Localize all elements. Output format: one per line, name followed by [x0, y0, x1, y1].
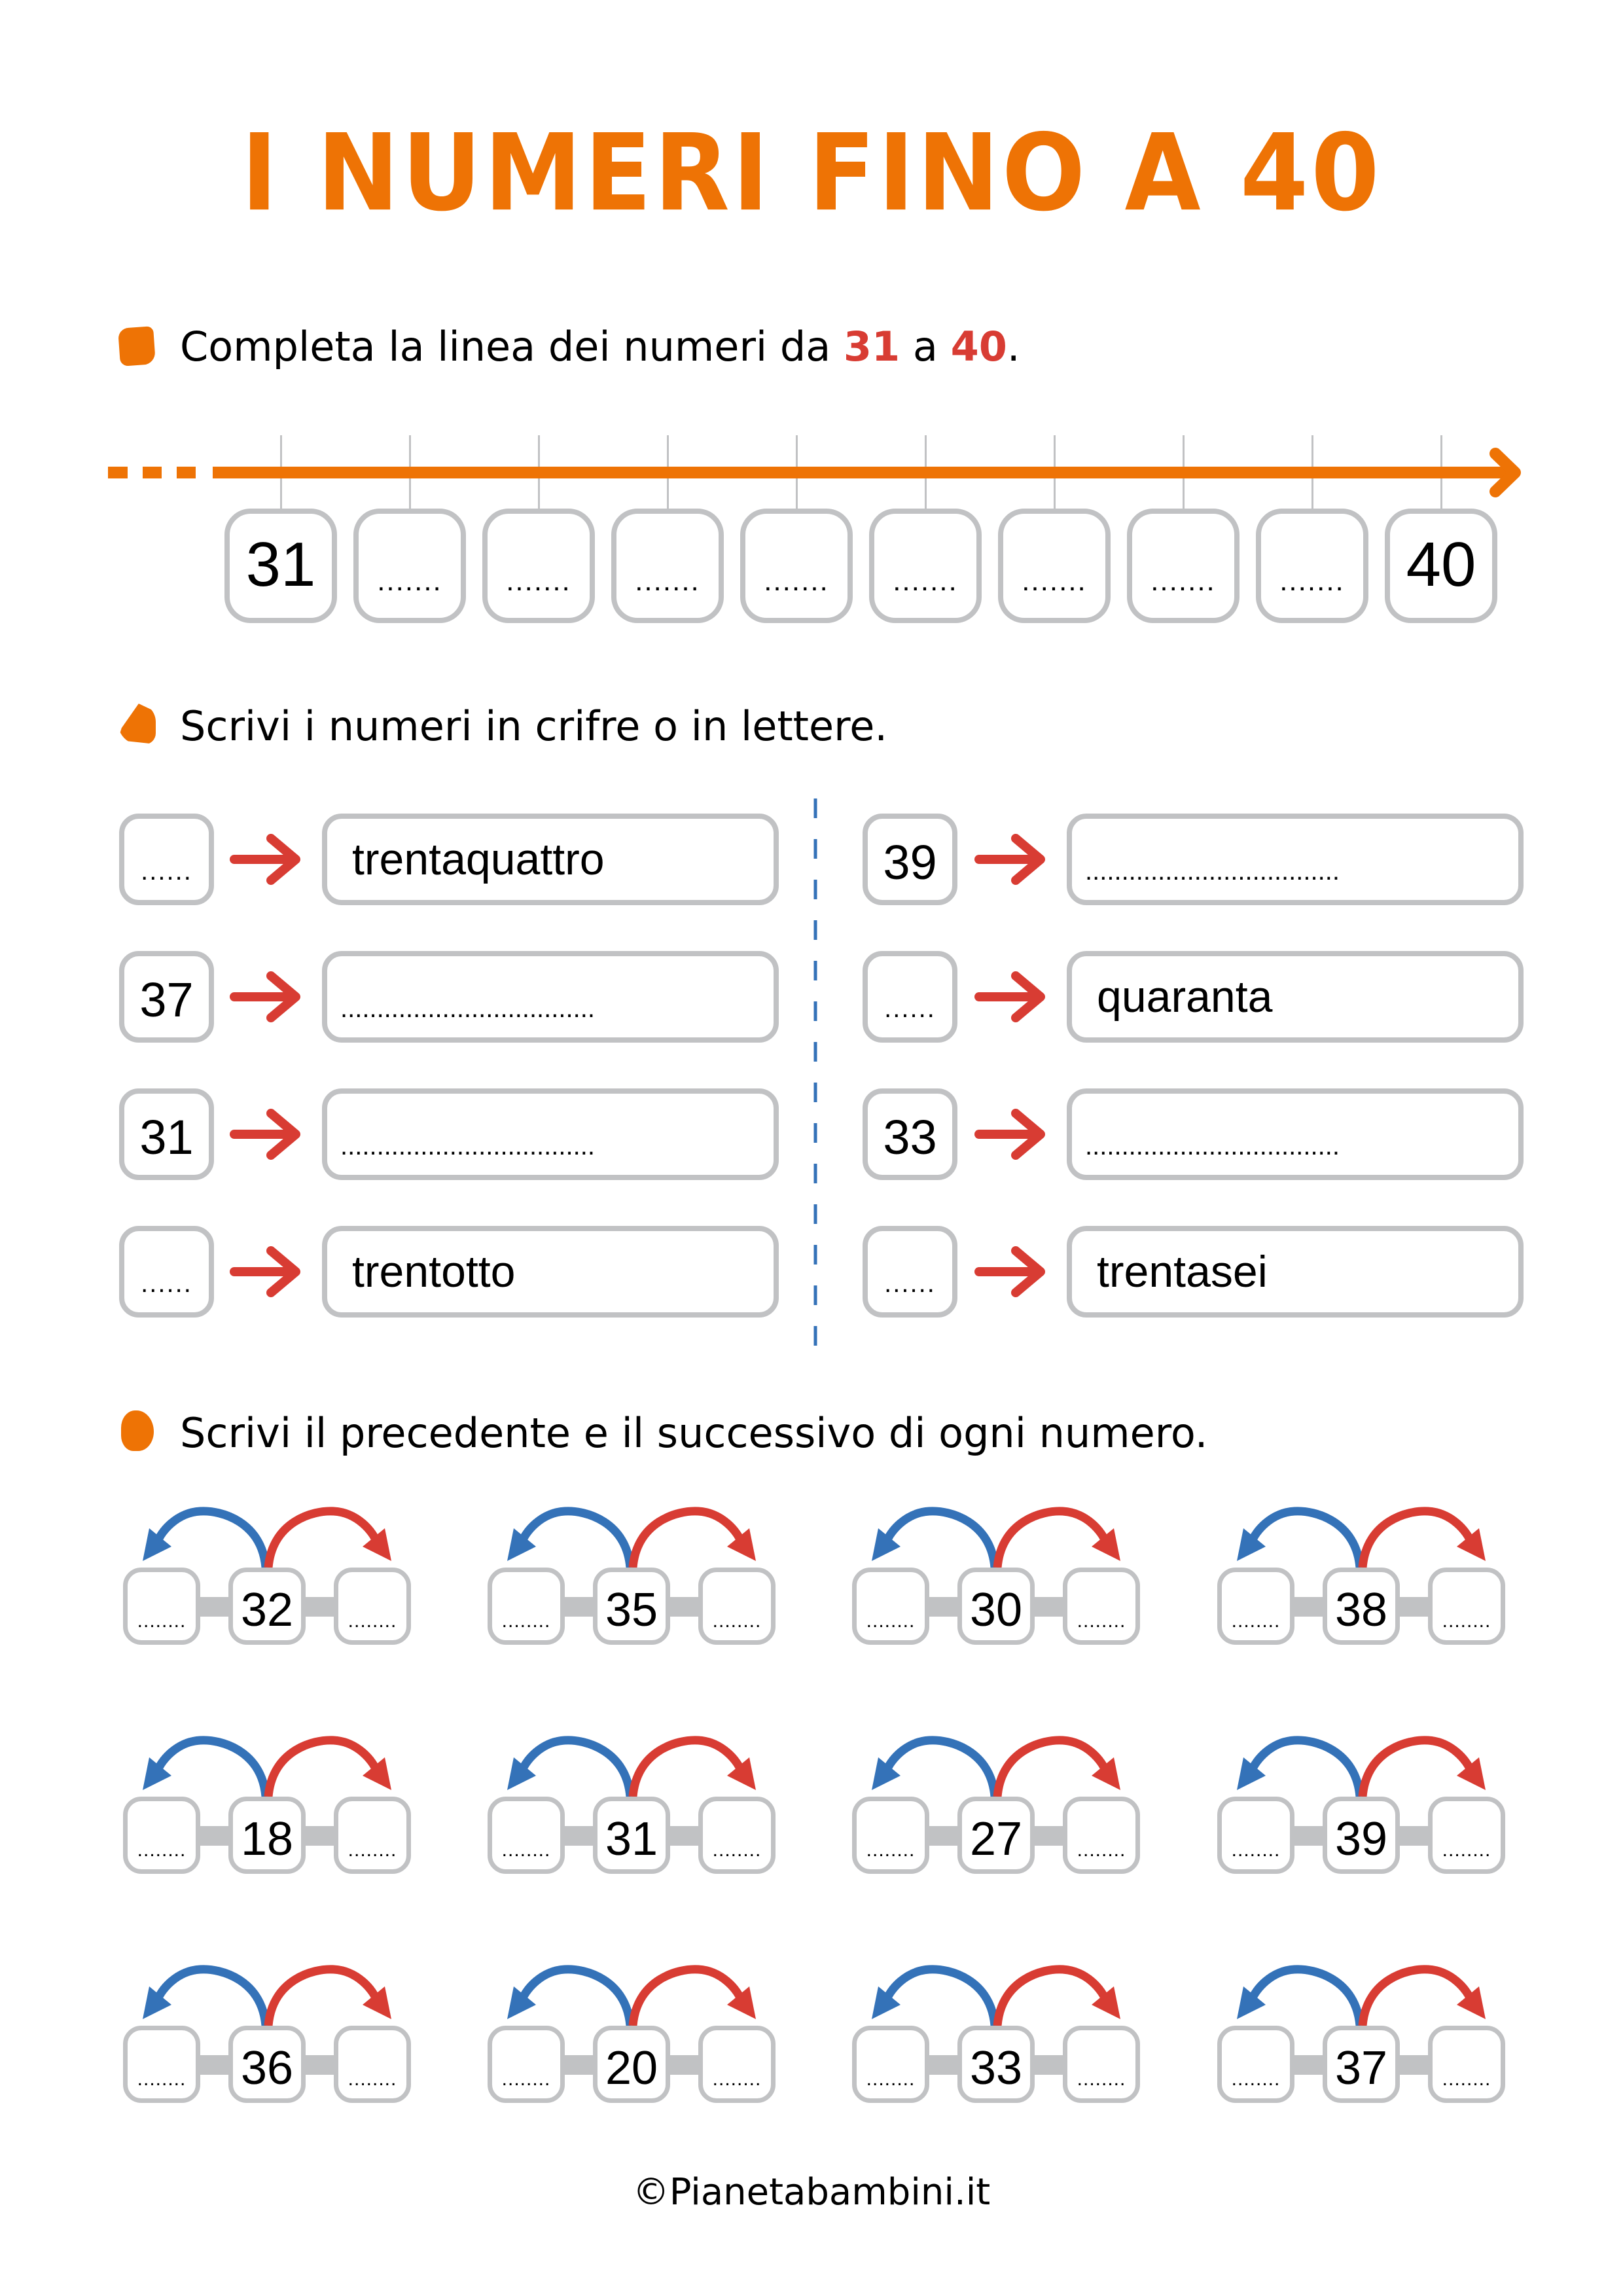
word-answer-field[interactable] [1067, 814, 1524, 905]
number-answer-field[interactable] [119, 814, 214, 905]
predecessor-field[interactable] [1217, 1568, 1294, 1645]
blank-dots: ................................... [340, 1133, 595, 1159]
jump-arrows [123, 1502, 424, 1574]
blank-dots: ................................... [1085, 1133, 1340, 1159]
blank-dots: ........ [712, 1839, 762, 1861]
blank-dots: ....... [635, 565, 700, 597]
number-text: 31 [139, 1110, 194, 1164]
predecessor-successor-group [488, 1960, 789, 2111]
number-text: 31 [245, 529, 316, 600]
arrow-right-icon [230, 1246, 302, 1298]
blank-dots: ........ [1077, 2068, 1126, 2090]
number-line-blank[interactable] [1256, 509, 1368, 623]
blank-dots: ........ [348, 2068, 397, 2090]
number-line-blank[interactable] [1127, 509, 1240, 623]
jump-arrows [852, 1960, 1153, 2032]
jump-arrows [123, 1960, 424, 2032]
arrow-right-icon [975, 971, 1047, 1023]
orange-blob-icon [121, 1410, 154, 1451]
copyright-footer: ©Pianetabambini.it [632, 2171, 991, 2214]
successor-field[interactable] [1428, 1568, 1505, 1645]
connector-bar [664, 2055, 704, 2075]
forward-arrow-icon [633, 1740, 741, 1797]
instruction-text: Completa la linea dei numeri da [180, 323, 844, 370]
blank-dots: ........ [501, 2068, 551, 2090]
number-word-given [1067, 1226, 1524, 1318]
successor-field[interactable] [334, 1568, 411, 1645]
successor-field[interactable] [698, 1568, 776, 1645]
number-text: 33 [969, 2042, 1023, 2094]
jump-arrows [1217, 1502, 1518, 1574]
number-line-blank[interactable] [740, 509, 853, 623]
word-text: trentotto [352, 1247, 516, 1297]
blank-dots: ........ [137, 1839, 187, 1861]
blank-dots: ....... [893, 565, 958, 597]
predecessor-field[interactable] [852, 1797, 929, 1874]
blank-dots: ........ [712, 2068, 762, 2090]
number-line-dash [108, 467, 128, 478]
successor-field[interactable] [1063, 1797, 1140, 1874]
number-word-given [322, 814, 779, 905]
given-number [1323, 1797, 1400, 1874]
number-text: 35 [605, 1584, 658, 1636]
blank-dots: ........ [1442, 2068, 1491, 2090]
number-text: 39 [883, 835, 937, 889]
number-answer-field[interactable] [119, 1226, 214, 1318]
successor-field[interactable] [1063, 2026, 1140, 2103]
blank-dots: ........ [1077, 1839, 1126, 1861]
number-text: 37 [1334, 2042, 1388, 2094]
given-number [228, 1797, 306, 1874]
forward-arrow-icon [268, 1740, 377, 1797]
forward-arrow-icon [633, 1969, 741, 2026]
blank-dots: ........ [137, 2068, 187, 2090]
number-line-dash [177, 467, 196, 478]
forward-arrow-icon [1363, 1740, 1471, 1797]
forward-arrow-icon [1363, 1511, 1471, 1568]
given-number [228, 2026, 306, 2103]
connector-bar [664, 1826, 704, 1846]
number-word-given [1067, 951, 1524, 1043]
word-answer-field[interactable] [1067, 1088, 1524, 1180]
predecessor-field[interactable] [123, 2026, 200, 2103]
predecessor-field[interactable] [488, 2026, 565, 2103]
predecessor-field[interactable] [123, 1568, 200, 1645]
jump-arrows [1217, 1731, 1518, 1803]
blank-dots: ........ [1231, 2068, 1281, 2090]
blank-dots: ................................... [340, 996, 595, 1022]
blank-dots: ........ [1231, 1839, 1281, 1861]
arrow-right-icon [230, 833, 302, 886]
blank-dots: ........ [137, 1610, 187, 1632]
number-line-arrow [0, 433, 1623, 512]
range-start: 31 [843, 323, 901, 370]
connector-bar [300, 1826, 339, 1846]
number-text: 37 [139, 973, 194, 1027]
predecessor-successor-group [852, 1960, 1153, 2111]
predecessor-successor-group [488, 1502, 789, 1653]
number-line-blank[interactable] [611, 509, 724, 623]
number-text: 33 [883, 1110, 937, 1164]
jump-arrows [488, 1502, 789, 1574]
blank-dots: ...... [884, 1269, 936, 1298]
jump-arrows [852, 1502, 1153, 1574]
number-line-value [1385, 509, 1497, 623]
predecessor-field[interactable] [1217, 2026, 1294, 2103]
given-number [957, 2026, 1035, 2103]
exercise-2-instruction: Scrivi i numeri in crifre o in lettere. [180, 702, 888, 750]
arrow-right-icon [975, 1108, 1047, 1160]
predecessor-successor-group [1217, 1502, 1518, 1653]
number-given [863, 814, 957, 905]
back-arrow-icon [157, 1740, 266, 1797]
back-arrow-icon [886, 1740, 995, 1797]
given-number [593, 1797, 670, 1874]
number-text: 27 [969, 1813, 1023, 1865]
number-text: 30 [969, 1584, 1023, 1636]
given-number [957, 1568, 1035, 1645]
number-text: 32 [240, 1584, 294, 1636]
connector-bar [300, 1597, 339, 1617]
orange-blob-icon [118, 704, 156, 744]
jump-arrows [1217, 1960, 1518, 2032]
predecessor-field[interactable] [852, 1568, 929, 1645]
predecessor-successor-group [488, 1731, 789, 1882]
blank-dots: ........ [501, 1610, 551, 1632]
blank-dots: ....... [1022, 565, 1087, 597]
back-arrow-icon [1251, 1511, 1360, 1568]
number-line-blank[interactable] [353, 509, 466, 623]
number-given [119, 951, 214, 1043]
blank-dots: ...... [141, 1269, 192, 1298]
given-number [1323, 1568, 1400, 1645]
connector-bar [1394, 1597, 1433, 1617]
predecessor-successor-group [852, 1731, 1153, 1882]
jump-arrows [123, 1731, 424, 1803]
successor-field[interactable] [334, 2026, 411, 2103]
number-text: 40 [1406, 529, 1476, 600]
number-line-blank[interactable] [869, 509, 982, 623]
number-text: 36 [240, 2042, 294, 2094]
given-number [228, 1568, 306, 1645]
arrow-right-icon [230, 1108, 302, 1160]
given-number [593, 2026, 670, 2103]
predecessor-field[interactable] [852, 2026, 929, 2103]
forward-arrow-icon [997, 1740, 1106, 1797]
blank-dots: ...... [884, 994, 936, 1023]
blank-dots: ........ [866, 1839, 916, 1861]
number-line-blank[interactable] [998, 509, 1111, 623]
back-arrow-icon [157, 1969, 266, 2026]
back-arrow-icon [522, 1740, 630, 1797]
number-line-dash [143, 467, 162, 478]
blank-dots: ....... [764, 565, 829, 597]
blank-dots: ........ [1077, 1610, 1126, 1632]
predecessor-field[interactable] [488, 1568, 565, 1645]
back-arrow-icon [886, 1969, 995, 2026]
connector-bar [1394, 1826, 1433, 1846]
predecessor-successor-group [123, 1960, 424, 2111]
blank-dots: ....... [377, 565, 442, 597]
word-text: quaranta [1097, 972, 1273, 1022]
number-given [119, 1088, 214, 1180]
blank-dots: ........ [1442, 1610, 1491, 1632]
forward-arrow-icon [268, 1969, 377, 2026]
column-divider [813, 798, 817, 1348]
blank-dots: ........ [1231, 1610, 1281, 1632]
number-answer-field[interactable] [863, 951, 957, 1043]
back-arrow-icon [1251, 1740, 1360, 1797]
arrow-right-icon [975, 1246, 1047, 1298]
forward-arrow-icon [633, 1511, 741, 1568]
forward-arrow-icon [997, 1969, 1106, 2026]
page-title: I NUMERI FINO A 40 [241, 112, 1382, 235]
forward-arrow-icon [997, 1511, 1106, 1568]
number-line-shaft [213, 467, 1512, 478]
blank-dots: ....... [1279, 565, 1345, 597]
word-answer-field[interactable] [322, 951, 779, 1043]
successor-field[interactable] [1428, 1797, 1505, 1874]
orange-blob-icon [118, 326, 156, 367]
successor-field[interactable] [698, 2026, 776, 2103]
blank-dots: ................................... [1085, 858, 1340, 884]
given-number [1323, 2026, 1400, 2103]
connector-bar [300, 2055, 339, 2075]
back-arrow-icon [1251, 1969, 1360, 2026]
word-text: trentaquattro [352, 834, 605, 884]
predecessor-successor-group [1217, 1960, 1518, 2111]
forward-arrow-icon [268, 1511, 377, 1568]
blank-dots: ........ [348, 1839, 397, 1861]
number-line-value [224, 509, 337, 623]
number-text: 18 [240, 1813, 294, 1865]
word-answer-field[interactable] [322, 1088, 779, 1180]
predecessor-field[interactable] [488, 1797, 565, 1874]
back-arrow-icon [886, 1511, 995, 1568]
predecessor-field[interactable] [1217, 1797, 1294, 1874]
number-line-blank[interactable] [482, 509, 595, 623]
predecessor-successor-group [1217, 1731, 1518, 1882]
connector-bar [664, 1597, 704, 1617]
jump-arrows [488, 1731, 789, 1803]
blank-dots: ........ [866, 1610, 916, 1632]
blank-dots: ........ [501, 1839, 551, 1861]
number-word-given [322, 1226, 779, 1318]
blank-dots: ........ [712, 1610, 762, 1632]
connector-bar [1029, 1597, 1068, 1617]
arrow-right-icon [230, 971, 302, 1023]
jump-arrows [488, 1960, 789, 2032]
blank-dots: ........ [866, 2068, 916, 2090]
given-number [593, 1568, 670, 1645]
predecessor-successor-group [852, 1502, 1153, 1653]
successor-field[interactable] [334, 1797, 411, 1874]
blank-dots: ........ [1442, 1839, 1491, 1861]
connector-bar [1029, 1826, 1068, 1846]
exercise-3-instruction: Scrivi il precedente e il successivo di ogni numero. [180, 1409, 1208, 1457]
number-text: 31 [605, 1813, 658, 1865]
jump-arrows [852, 1731, 1153, 1803]
given-number [957, 1797, 1035, 1874]
arrow-right-icon [975, 833, 1047, 886]
number-given [863, 1088, 957, 1180]
predecessor-successor-group [123, 1502, 424, 1653]
number-text: 39 [1334, 1813, 1388, 1865]
blank-dots: ...... [141, 857, 192, 886]
predecessor-successor-group [123, 1731, 424, 1882]
number-text: 38 [1334, 1584, 1388, 1636]
successor-field[interactable] [698, 1797, 776, 1874]
blank-dots: ....... [1150, 565, 1216, 597]
blank-dots: ....... [506, 565, 571, 597]
predecessor-field[interactable] [123, 1797, 200, 1874]
number-answer-field[interactable] [863, 1226, 957, 1318]
connector-bar [1394, 2055, 1433, 2075]
blank-dots: ........ [348, 1610, 397, 1632]
number-text: 20 [605, 2042, 658, 2094]
back-arrow-icon [522, 1969, 630, 2026]
successor-field[interactable] [1428, 2026, 1505, 2103]
instruction-text: . [1007, 323, 1020, 370]
range-end: 40 [950, 323, 1007, 370]
back-arrow-icon [522, 1511, 630, 1568]
exercise-1-instruction [180, 321, 1020, 373]
instruction-text: a [900, 323, 951, 370]
successor-field[interactable] [1063, 1568, 1140, 1645]
word-text: trentasei [1097, 1247, 1268, 1297]
connector-bar [1029, 2055, 1068, 2075]
back-arrow-icon [157, 1511, 266, 1568]
forward-arrow-icon [1363, 1969, 1471, 2026]
